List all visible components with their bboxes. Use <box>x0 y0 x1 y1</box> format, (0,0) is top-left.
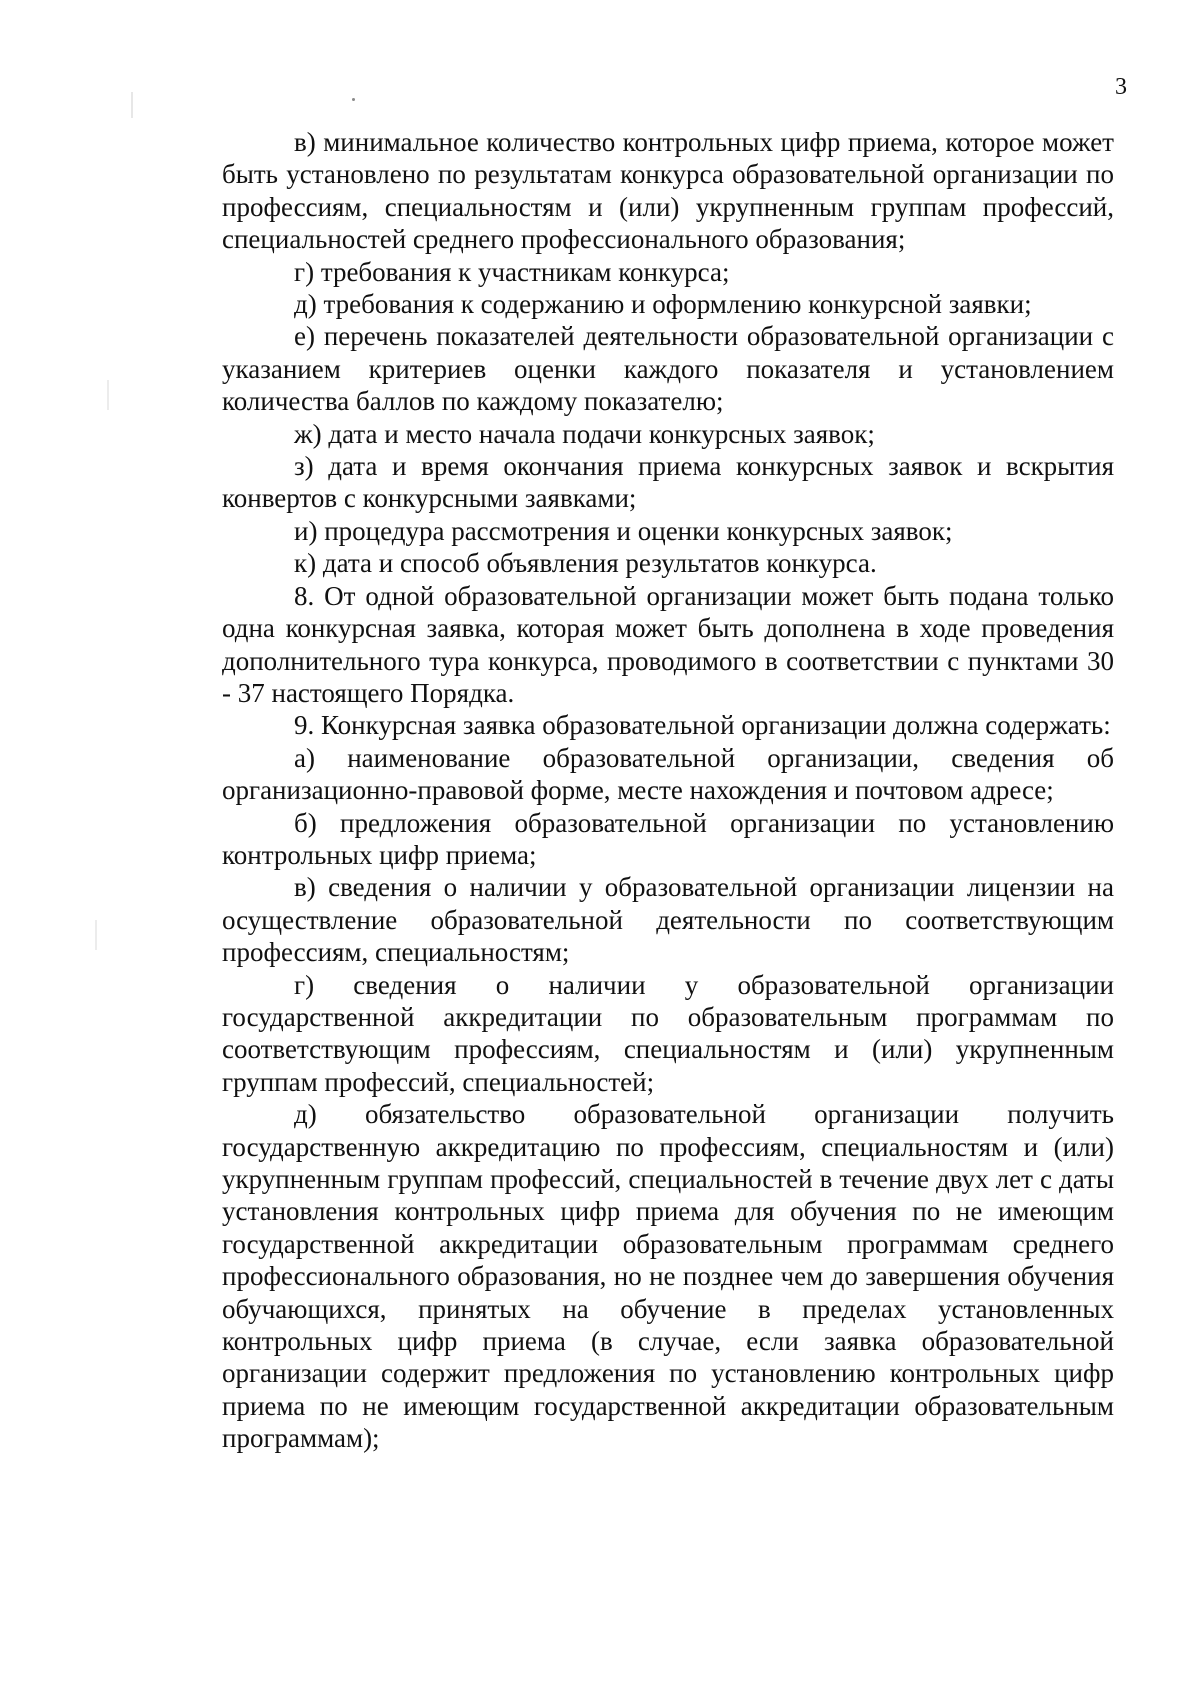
scan-speck <box>352 98 355 101</box>
paragraph-a-name: а) наименование образовательной организации, сведения об организационно-правовой форме, месте нахождения и почтовом адресе; <box>222 742 1114 806</box>
paragraph-9-application-contents: 9. Конкурсная заявка образовательной организации должна содержать: <box>294 710 1111 741</box>
paragraph-z-end-date: з) дата и время окончания приема конкурсных заявок и вскрытия конвертов с конкурсными заявками; <box>222 451 1114 514</box>
paragraph-v-minimum: в) минимальное количество контрольных цифр приема, которое может быть установлено по результатам конкурса образовательной организации по профессиям, специальностям и (или) укрупненным группам профессий, специальностей среднего профессионального образования; <box>222 127 1114 255</box>
paragraph-g-accreditation: г) сведения о наличии у образовательной организации государственной аккредитации по образовательным программам по соответствующим профессиям, специальностям и (или) укрупненным группам профессий, специальностей; <box>222 969 1114 1097</box>
paragraph-8-single-application: 8. От одной образовательной организации может быть подана только одна конкурсная заявка, которая может быть дополнена в ходе проведения дополнительного тура конкурса, проводимого в соответствии с пунктами 30 - 37 настоящего Порядка. <box>222 580 1114 708</box>
paragraph-d-obligation: д) обязательство образовательной организации получить государственную аккредитацию по профессиям, специальностям и (или) укрупненным группам профессий, специальностей в течение двух лет с даты установления контрольных цифр приема для обучения по не имеющим государственной аккредитации образовательным программам среднего профессионального образования, но не позднее чем до завершения обучения обучающихся, принятых на обучение в пределах установленных контрольных цифр приема (в случае, если заявка образовательной организации содержит предложения по установлению контрольных цифр приема по не имеющим государственной аккредитации образовательным программам); <box>222 1099 1114 1454</box>
paragraph-i-procedure: и) процедура рассмотрения и оценки конкурсных заявок; <box>294 515 953 546</box>
body-text <box>222 126 1114 1455</box>
paragraph-e-indicators: е) перечень показателей деятельности образовательной организации с указанием критериев оценки каждого показателя и установлением количества баллов по каждому показателю; <box>222 321 1114 417</box>
paragraph-b-proposals: б) предложения образовательной организации по установлению контрольных цифр приема; <box>222 807 1114 870</box>
page-number: 3 <box>1115 74 1127 100</box>
paragraph-d-application-requirements: д) требования к содержанию и оформлению конкурсной заявки; <box>294 289 1032 320</box>
paragraph-zh-start-date: ж) дата и место начала подачи конкурсных заявок; <box>294 418 875 449</box>
paragraph-k-results: к) дата и способ объявления результатов конкурса. <box>294 548 877 579</box>
paragraph-v-license: в) сведения о наличии у образовательной организации лицензии на осуществление образовательной деятельности по соответствующим профессиям, специальностям; <box>222 872 1114 968</box>
paragraph-g-participants: г) требования к участникам конкурса; <box>294 256 730 287</box>
